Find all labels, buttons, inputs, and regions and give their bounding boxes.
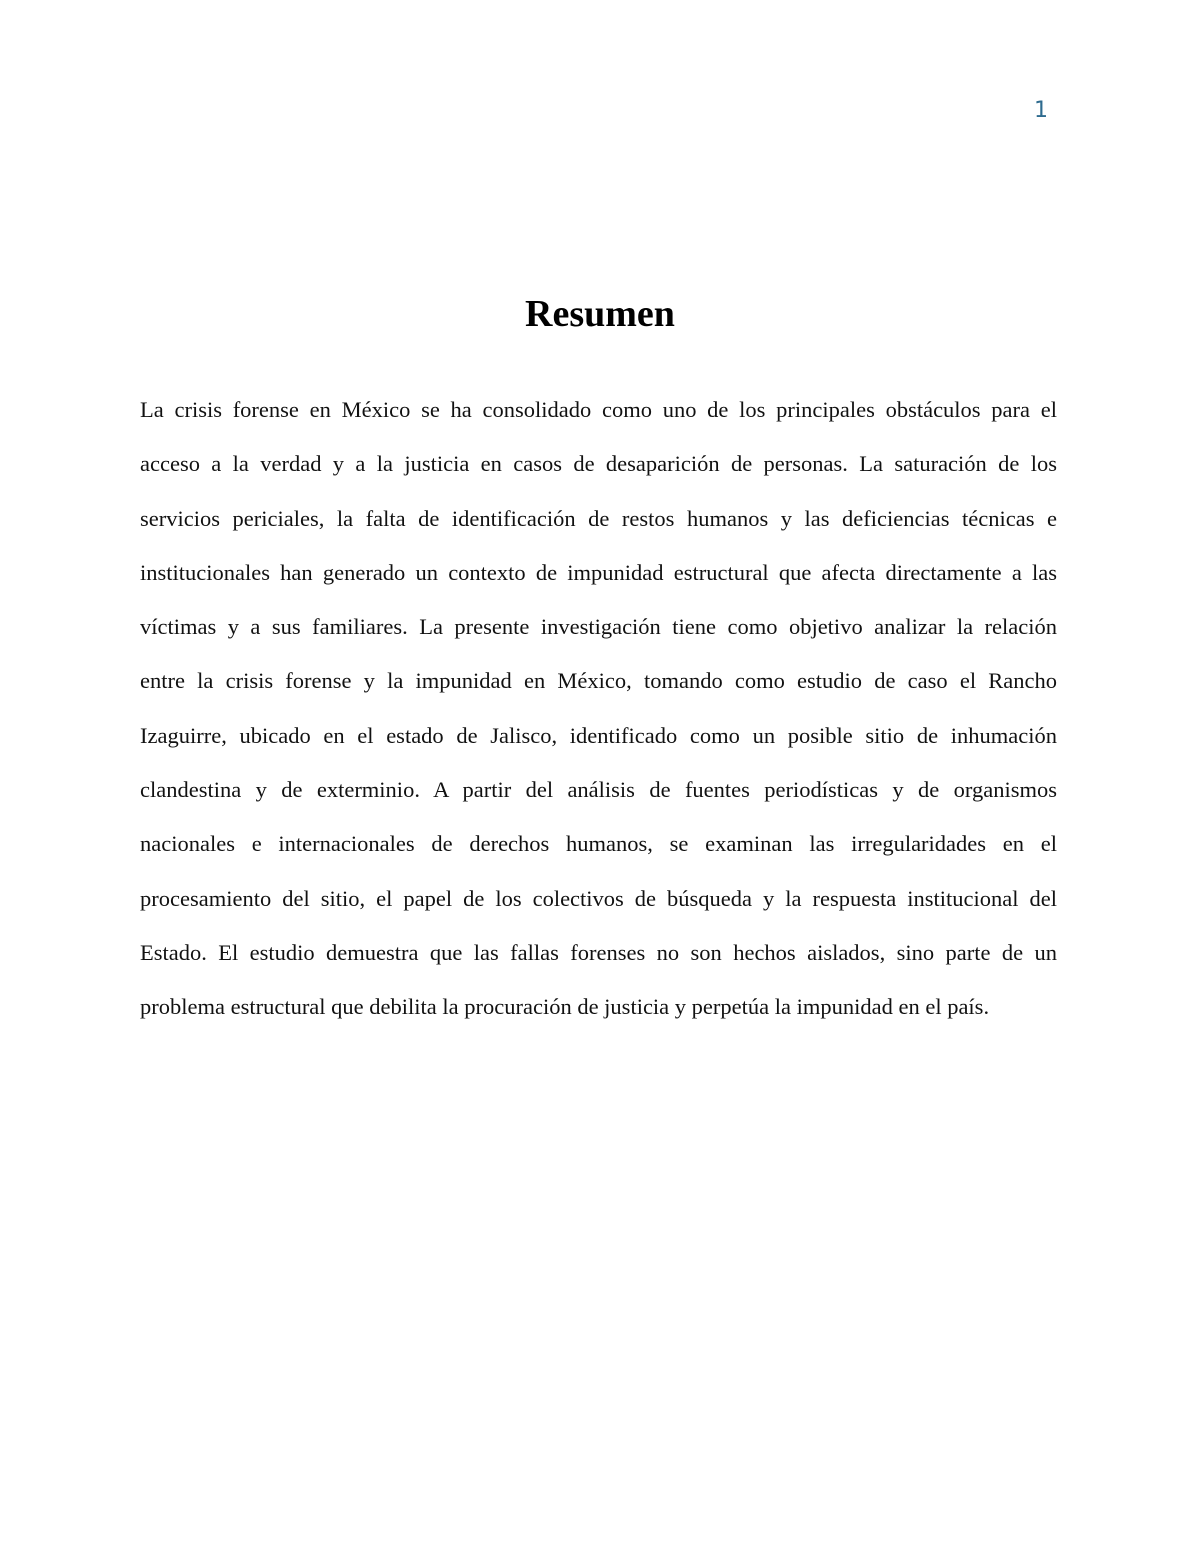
paragraph-line: acceso a la verdad y a la justicia en casos de desaparición de personas. La saturación de los (140, 451, 1057, 477)
paragraph-line: servicios periciales, la falta de identificación de restos humanos y las deficiencias técnicas e (140, 505, 1057, 531)
page-number: 1 (1034, 98, 1048, 123)
paragraph-line: La crisis forense en México se ha consolidado como uno de los principales obstáculos para el (140, 397, 1057, 422)
page-title: Resumen (525, 293, 675, 335)
paragraph-line: víctimas y a sus familiares. La presente investigación tiene como objetivo analizar la relación (140, 614, 1057, 640)
abstract-paragraph (140, 383, 1057, 1035)
paragraph-line: nacionales e internacionales de derechos humanos, se examinan las irregularidades en el (140, 831, 1057, 857)
paragraph-line: clandestina y de exterminio. A partir del análisis de fuentes periodísticas y de organismos (140, 777, 1057, 803)
paragraph-line: procesamiento del sitio, el papel de los colectivos de búsqueda y la respuesta institucional del (140, 885, 1057, 911)
paragraph-line: Izaguirre, ubicado en el estado de Jalisco, identificado como un posible sitio de inhumación (140, 722, 1057, 748)
paragraph-line: problema estructural que debilita la procuración de justicia y perpetúa la impunidad en el país. (140, 994, 990, 1020)
paragraph-line: institucionales han generado un contexto de impunidad estructural que afecta directamente a las (140, 559, 1057, 585)
paragraph-line: Estado. El estudio demuestra que las fallas forenses no son hechos aislados, sino parte de un (140, 939, 1057, 965)
paragraph-line: entre la crisis forense y la impunidad en México, tomando como estudio de caso el Rancho (140, 668, 1057, 694)
